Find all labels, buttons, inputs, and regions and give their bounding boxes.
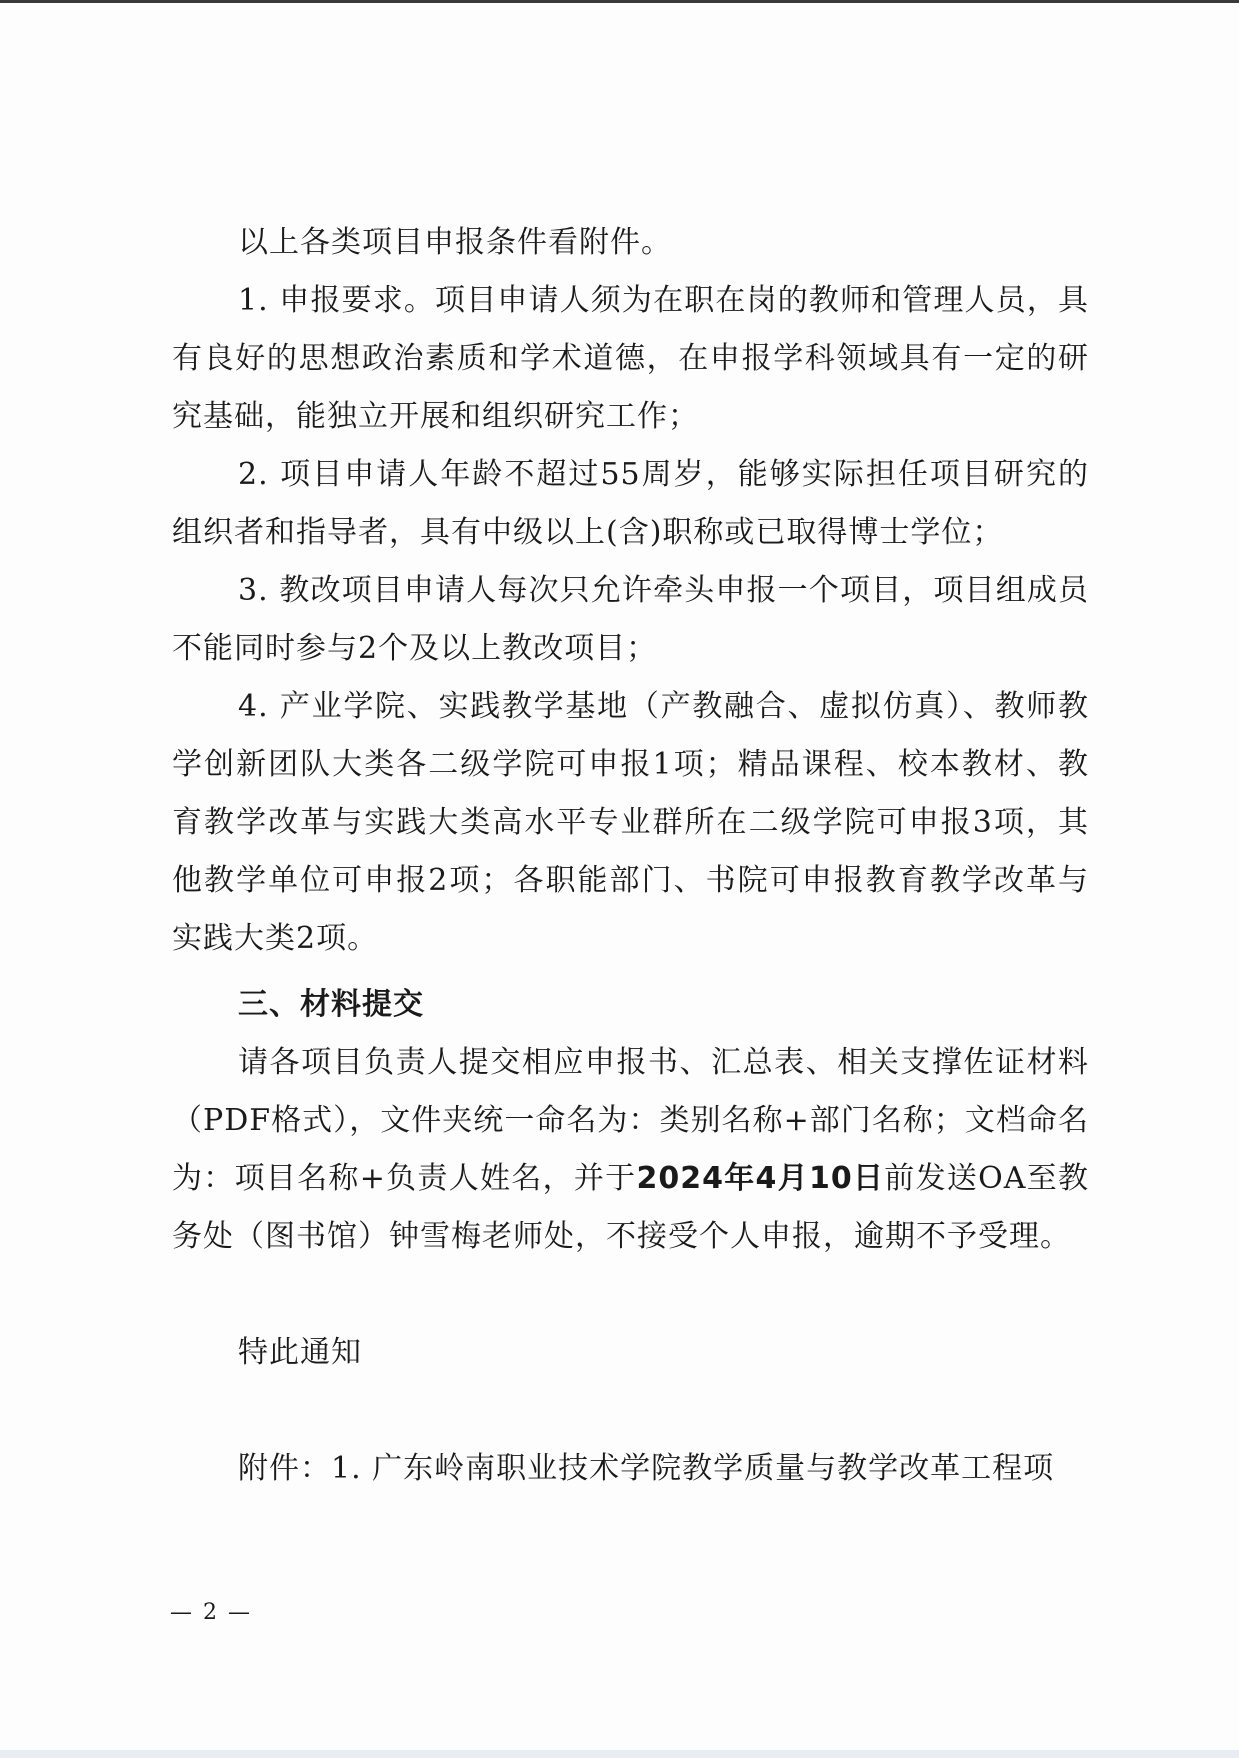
requirement-1-paragraph: 1. 申报要求。项目申请人须为在职在岗的教师和管理人员，具有良好的思想政治素质和学术道德，在申报学科领域具有一定的研究基础，能独立开展和组织研究工作； (172, 283, 1089, 434)
intro-paragraph: 以上各类项目申报条件看附件。 (238, 225, 672, 260)
scan-bottom-edge (0, 1750, 1239, 1758)
deadline-date: 2024年4月10日 (636, 1161, 885, 1196)
requirement-4-paragraph: 4. 产业学院、实践教学基地（产教融合、虚拟仿真）、教师教学创新团队大类各二级学院可申报1项；精品课程、校本教材、教育教学改革与实践大类高水平专业群所在二级学院可申报3项，其他教学单位可申报2项；各职能部门、书院可申报教育教学改革与实践大类2项。 (172, 689, 1089, 956)
scan-top-edge (0, 0, 1239, 3)
section-3-heading: 三、材料提交 (238, 987, 424, 1022)
page-number: — 2 — (170, 1600, 252, 1625)
requirement-2-paragraph: 2. 项目申请人年龄不超过55周岁，能够实际担任项目研究的组织者和指导者，具有中级以上(含)职称或已取得博士学位； (172, 457, 1089, 550)
submission-text-before: 请各项目负责人提交相应申报书、汇总表、相关支撑佐证材料（PDF格式），文件夹统一命名为：类别名称+部门名称；文档命名为：项目名称+负责人姓名，并于 (172, 1045, 1089, 1196)
attachment-line: 附件：1. 广东岭南职业技术学院教学质量与教学改革工程项 (238, 1451, 1055, 1486)
submission-paragraph (172, 1034, 1089, 1266)
requirement-3-paragraph: 3. 教改项目申请人每次只允许牵头申报一个项目，项目组成员不能同时参与2个及以上教改项目； (172, 573, 1089, 666)
closing-text: 特此通知 (238, 1335, 362, 1370)
submission-text-after: 前发送OA至教务处（图书馆）钟雪梅老师处，不接受个人申报，逾期不予受理。 (172, 1161, 1089, 1254)
